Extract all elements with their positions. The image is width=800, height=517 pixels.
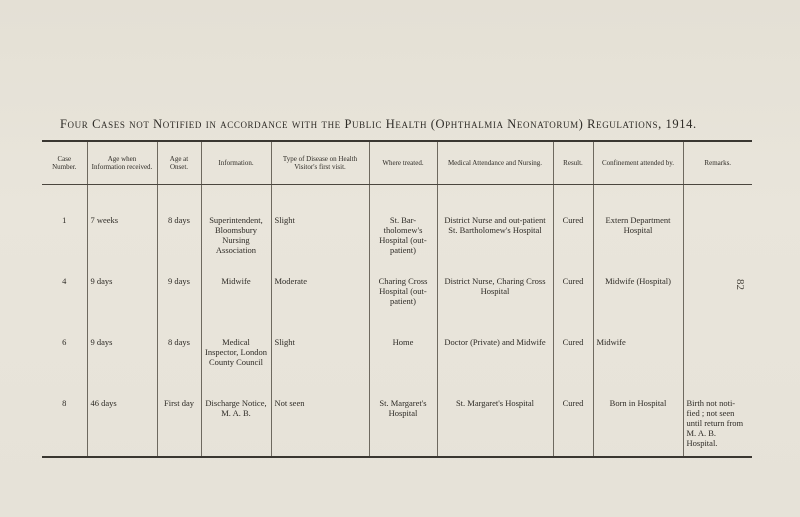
cell-treated: St. Margaret's Hospital — [369, 392, 437, 457]
cell-case: 6 — [62, 337, 67, 347]
cell-result: Cured — [553, 185, 593, 271]
cell-age-info: 46 days — [87, 392, 157, 457]
cell-information: Medical Inspector, London County Council — [201, 331, 271, 392]
header-row — [42, 141, 752, 185]
table-row — [42, 331, 752, 392]
header-age-info: Age when Information received. — [87, 141, 157, 185]
header-confinement: Confinement attended by. — [593, 141, 683, 185]
cell-age-onset: 8 days — [157, 331, 201, 392]
cell-age-info: 7 weeks — [87, 185, 157, 271]
cell-type: Moderate — [271, 270, 369, 331]
cell-age-info: 9 days — [87, 270, 157, 331]
cell-medical: St. Margaret's Hospital — [437, 392, 553, 457]
cell-result: Cured — [553, 331, 593, 392]
cell-age-info: 9 days — [87, 331, 157, 392]
cases-table — [42, 140, 752, 458]
cell-remarks: Birth not noti- fied ; not seen until return from M. A. B. Hospital. — [683, 392, 752, 457]
cell-case: 4 — [62, 276, 67, 286]
cell-medical: Doctor (Private) and Midwife — [437, 331, 553, 392]
header-where-treated: Where treated. — [369, 141, 437, 185]
cell-confinement: Born in Hospital — [593, 392, 683, 457]
cell-treated: Home — [369, 331, 437, 392]
table-title: Four Cases not Notified in accordance with the Public Health (Ophthalmia Neonatorum) Regulations, 1914. — [60, 117, 697, 131]
table-row — [42, 392, 752, 457]
cell-age-onset: 9 days — [157, 270, 201, 331]
header-case-number: Case Number. — [42, 141, 87, 185]
header-type: Type of Disease on Health Visitor's first visit. — [271, 141, 369, 185]
header-result: Result. — [553, 141, 593, 185]
cell-type: Slight — [271, 185, 369, 271]
cell-information: Superintendent, Bloomsbury Nursing Association — [201, 185, 271, 271]
cell-treated: Charing Cross Hospital (out-patient) — [369, 270, 437, 331]
cell-age-onset: First day — [157, 392, 201, 457]
header-remarks: Remarks. — [683, 141, 752, 185]
cell-age-onset: 8 days — [157, 185, 201, 271]
cell-result: Cured — [553, 270, 593, 331]
cell-confinement: Midwife (Hospital) — [593, 270, 683, 331]
cell-case: 1 — [62, 215, 67, 225]
cell-remarks — [683, 270, 752, 331]
cell-type: Slight — [271, 331, 369, 392]
cell-medical: District Nurse, Charing Cross Hospital — [437, 270, 553, 331]
cell-confinement: Extern Department Hospital — [593, 185, 683, 271]
cell-case: 8 — [62, 398, 67, 408]
header-information: Information. — [201, 141, 271, 185]
cell-treated: St. Bar- tholomew's Hospital (out-patient) — [369, 185, 437, 271]
cell-information: Midwife — [201, 270, 271, 331]
table-row — [42, 185, 752, 271]
cell-result: Cured — [553, 392, 593, 457]
cell-remarks — [683, 331, 752, 392]
table-row — [42, 270, 752, 331]
cell-medical: District Nurse and out-patient St. Bartholomew's Hospital — [437, 185, 553, 271]
cell-confinement: Midwife — [593, 331, 683, 392]
header-medical: Medical Attendance and Nursing. — [437, 141, 553, 185]
page-number: 82 — [734, 279, 746, 290]
cell-type: Not seen — [271, 392, 369, 457]
cell-remarks — [683, 185, 752, 271]
cell-information: Discharge Notice, M. A. B. — [201, 392, 271, 457]
header-age-onset: Age at Onset. — [157, 141, 201, 185]
